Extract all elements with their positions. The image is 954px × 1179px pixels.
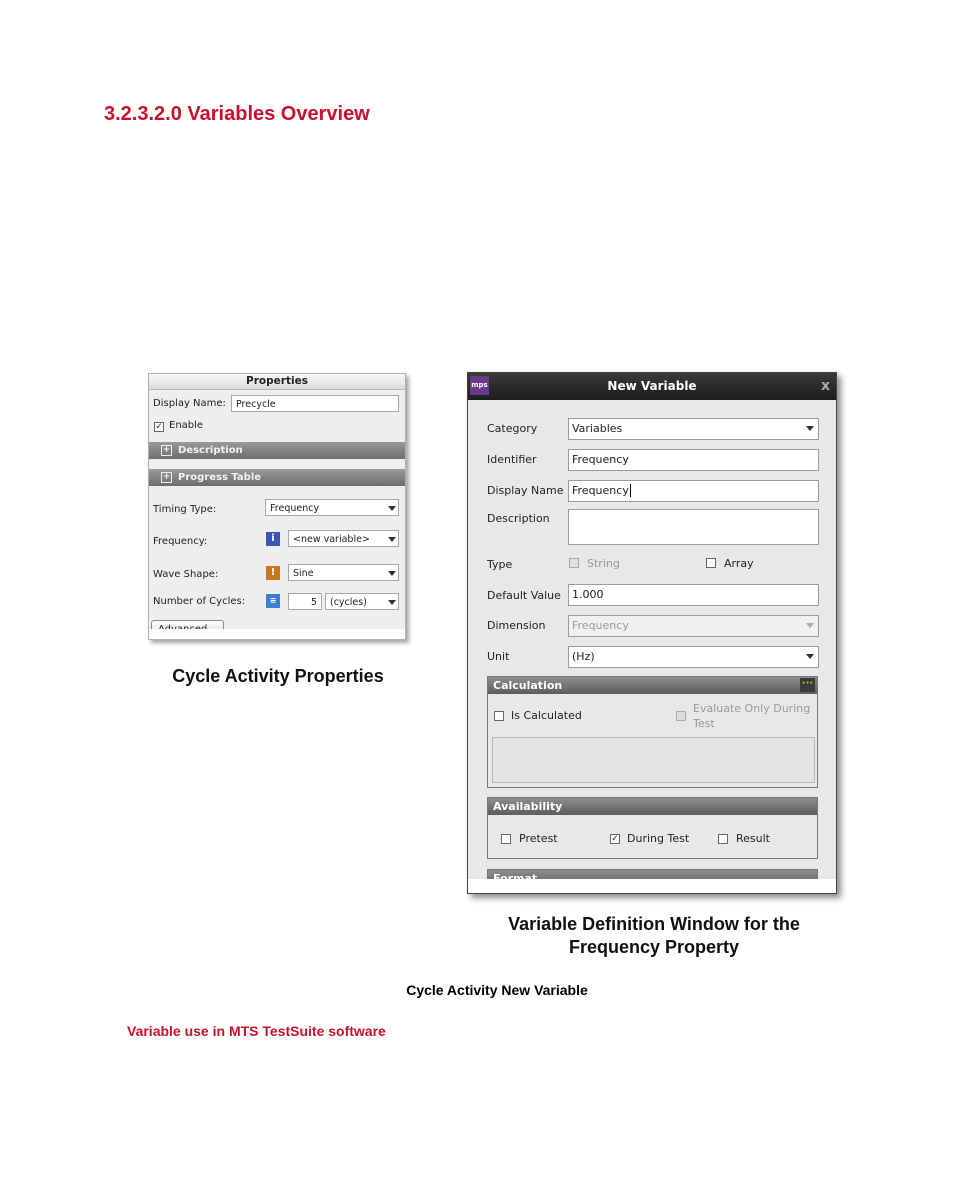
- enable-label: Enable: [169, 420, 204, 431]
- timing-type-value: Frequency: [270, 503, 320, 514]
- chevron-down-icon: [388, 537, 396, 542]
- string-checkbox[interactable]: [569, 558, 579, 568]
- dimension-label: Dimension: [487, 619, 546, 632]
- window-title: New Variable: [607, 379, 697, 393]
- display-name-input[interactable]: [568, 480, 819, 502]
- title-bar: [468, 373, 836, 400]
- properties-caption: Cycle Activity Properties: [172, 666, 384, 686]
- new-variable-caption: [467, 913, 841, 959]
- availability-header: Availability: [488, 798, 817, 815]
- calculation-group: [487, 676, 818, 788]
- display-name-input[interactable]: [231, 395, 399, 412]
- chevron-down-icon: [806, 623, 814, 628]
- identifier-label: Identifier: [487, 453, 537, 466]
- default-value: 1.000: [572, 588, 604, 601]
- wave-shape-label: Wave Shape:: [153, 569, 219, 580]
- string-label: String: [587, 557, 620, 570]
- calculation-editor[interactable]: [492, 737, 815, 783]
- during-test-label: During Test: [627, 832, 690, 845]
- chevron-down-icon: [388, 571, 396, 576]
- mts-logo-icon: mps: [470, 376, 489, 395]
- more-options-icon[interactable]: ···: [800, 678, 815, 692]
- enable-checkbox[interactable]: ✓: [155, 422, 163, 432]
- calculation-header-label: Calculation: [493, 679, 563, 692]
- display-name-value: Frequency: [572, 484, 629, 497]
- is-calculated-label: Is Calculated: [511, 709, 582, 722]
- expand-icon[interactable]: +: [162, 471, 171, 482]
- display-name-value: Precycle: [236, 399, 276, 410]
- timing-type-select[interactable]: [265, 499, 399, 516]
- torn-edge: [468, 879, 836, 893]
- wave-shape-value: Sine: [293, 568, 314, 579]
- chevron-down-icon: [388, 506, 396, 511]
- evaluate-label-line1: Evaluate Only During: [693, 702, 811, 715]
- cycles-value: 5: [310, 597, 317, 608]
- type-label: Type: [487, 558, 513, 571]
- text-cursor: [630, 484, 631, 497]
- array-checkbox[interactable]: [706, 558, 716, 568]
- pretest-label: Pretest: [519, 832, 558, 845]
- cycles-unit-select[interactable]: [325, 593, 399, 610]
- description-section[interactable]: [149, 442, 405, 459]
- new-variable-caption-line2: Frequency Property: [568, 937, 740, 957]
- calculation-header: [488, 677, 817, 694]
- frequency-value: <new variable>: [293, 534, 370, 545]
- variable-icon[interactable]: i: [266, 532, 280, 546]
- evaluate-during-test-checkbox[interactable]: [676, 711, 686, 721]
- description-label: Description: [487, 512, 550, 525]
- evaluate-label-line2: Test: [693, 717, 715, 730]
- result-label: Result: [736, 832, 770, 845]
- advanced-button[interactable]: Advanced...: [151, 620, 224, 640]
- description-section-label: Description: [178, 445, 243, 456]
- is-calculated-checkbox[interactable]: [494, 711, 504, 721]
- array-label: Array: [724, 557, 754, 570]
- display-name-label: Display Name:: [153, 398, 226, 409]
- description-input[interactable]: [568, 509, 819, 545]
- result-checkbox[interactable]: [718, 834, 728, 844]
- timing-type-label: Timing Type:: [153, 504, 217, 515]
- dimension-value: Frequency: [572, 619, 629, 632]
- category-select[interactable]: [568, 418, 819, 440]
- wave-shape-select[interactable]: [288, 564, 399, 581]
- identifier-value: Frequency: [572, 453, 629, 466]
- default-value-input[interactable]: [568, 584, 819, 606]
- chevron-down-icon: [388, 600, 396, 605]
- cycles-label: Number of Cycles:: [153, 596, 246, 607]
- properties-title: Properties: [149, 374, 405, 390]
- during-test-checkbox[interactable]: ✓: [611, 834, 619, 844]
- category-value: Variables: [572, 422, 623, 435]
- cycles-unit-value: (cycles): [330, 597, 367, 608]
- properties-panel: [148, 373, 406, 640]
- unit-label: Unit: [487, 650, 510, 663]
- unit-value: (Hz): [572, 650, 595, 663]
- constant-icon[interactable]: !: [266, 566, 280, 580]
- variable-use-link[interactable]: Variable use in MTS TestSuite software: [127, 1023, 386, 1039]
- dimension-select[interactable]: [568, 615, 819, 637]
- chevron-down-icon: [806, 654, 814, 659]
- figure-caption: Cycle Activity New Variable: [406, 982, 588, 998]
- pretest-checkbox[interactable]: [501, 834, 511, 844]
- category-label: Category: [487, 422, 538, 435]
- identifier-input[interactable]: [568, 449, 819, 471]
- calculator-icon[interactable]: ≡: [266, 594, 280, 608]
- format-header[interactable]: Format: [488, 870, 817, 887]
- display-name-label: Display Name: [487, 484, 564, 497]
- availability-group: [487, 797, 818, 859]
- new-variable-caption-line1: Variable Definition Window for the: [508, 914, 800, 934]
- chevron-down-icon: [806, 426, 814, 431]
- frequency-select[interactable]: [288, 530, 399, 547]
- unit-select[interactable]: [568, 646, 819, 668]
- section-heading: 3.2.3.2.0 Variables Overview: [104, 103, 370, 125]
- frequency-label: Frequency:: [153, 536, 208, 547]
- cycles-input[interactable]: [288, 593, 322, 610]
- expand-icon[interactable]: +: [162, 444, 171, 455]
- progress-table-section-label: Progress Table: [178, 472, 262, 483]
- close-icon[interactable]: x: [820, 378, 830, 394]
- torn-edge: [149, 629, 405, 640]
- progress-table-section[interactable]: [149, 469, 405, 486]
- default-value-label: Default Value: [487, 589, 561, 602]
- new-variable-window: [467, 372, 837, 894]
